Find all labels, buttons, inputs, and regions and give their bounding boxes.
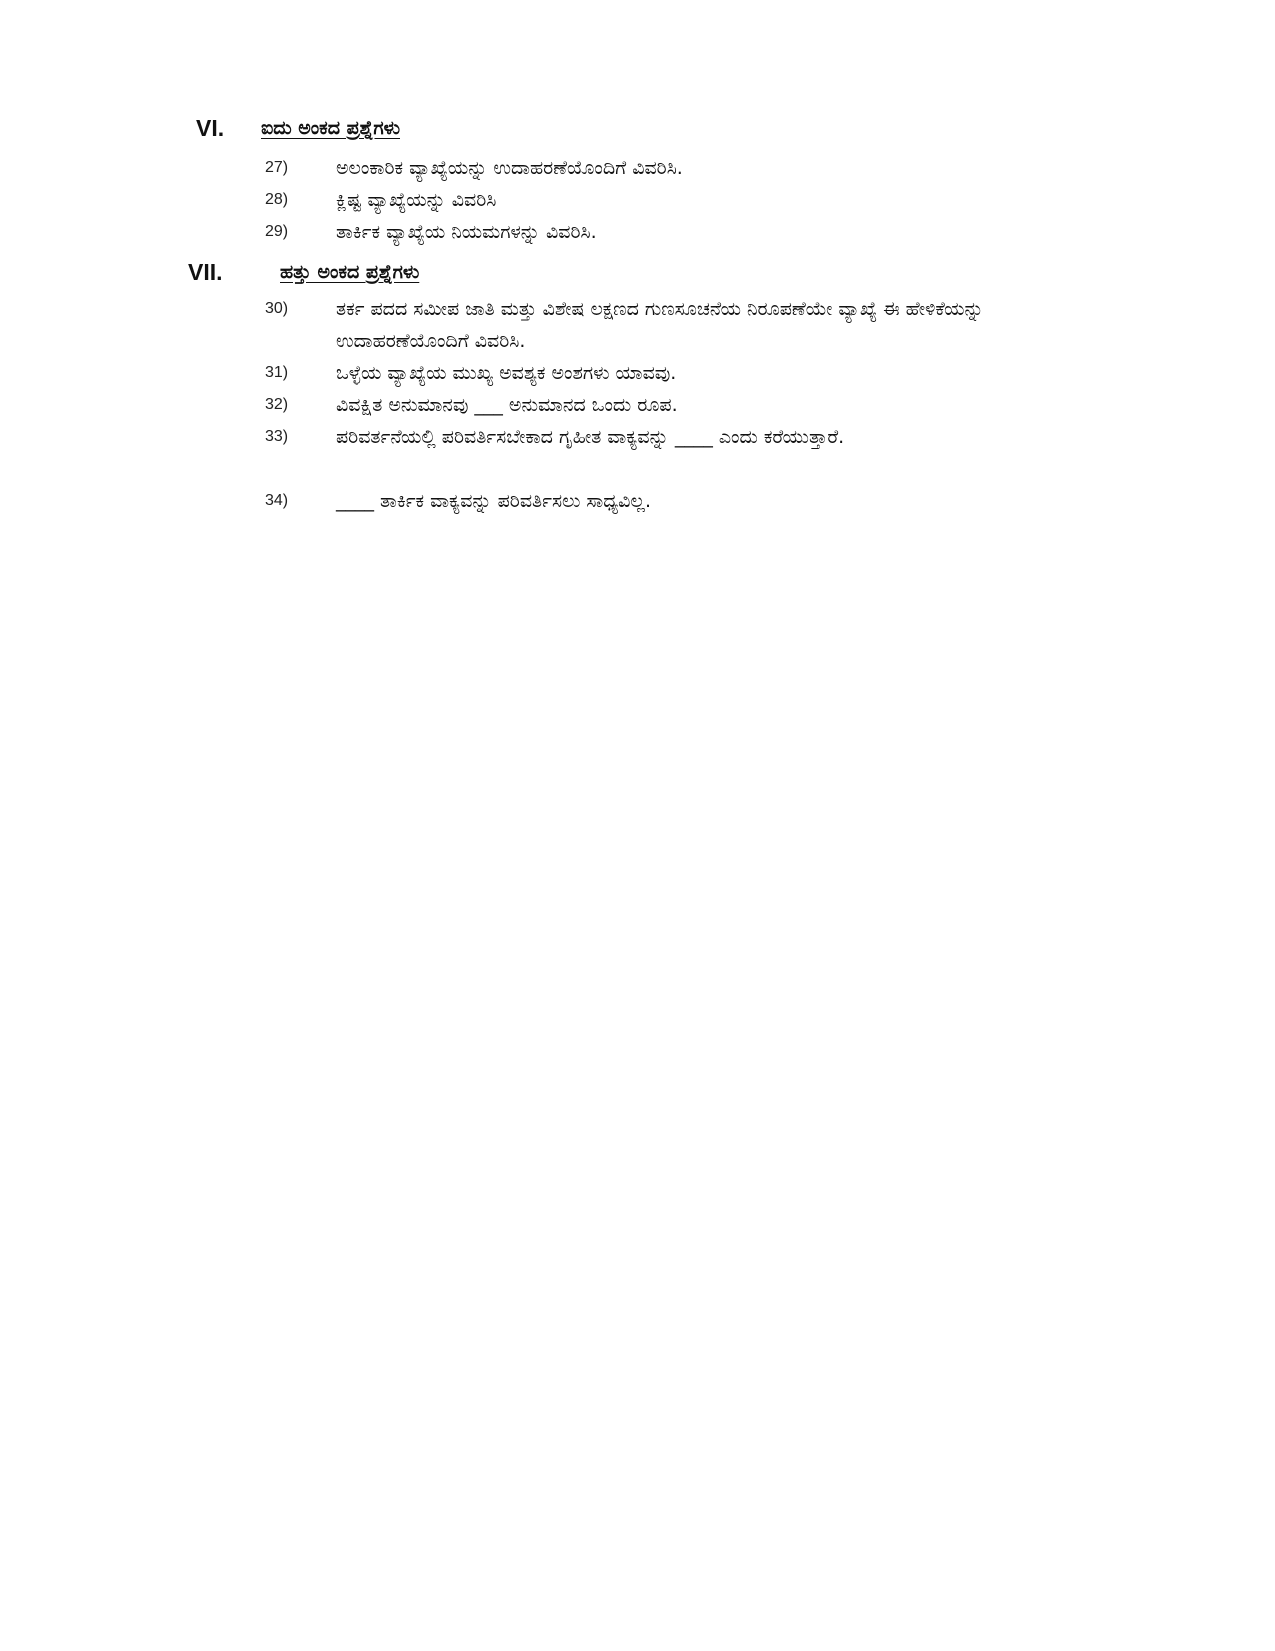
question-text: ಅಲಂಕಾರಿಕ ವ್ಯಾಖ್ಯೆಯನ್ನು ಉದಾಹರಣೆಯೊಂದಿಗೆ ವಿವರಿಸಿ. [336, 157, 683, 179]
question-number: 31) [265, 364, 289, 381]
question-text: ತರ್ಕ ಪದದ ಸಮೀಪ ಜಾತಿ ಮತ್ತು ವಿಶೇಷ ಲಕ್ಷಣದ ಗುಣಸೂಚನೆಯ ನಿರೂಪಣೆಯೇ ವ್ಯಾಖ್ಯೆ ಈ ಹೇಳಿಕೆಯನ್ನು ಉದಾಹರಣೆಯೊಂದಿಗೆ ವಿವರಿಸಿ. [336, 298, 984, 352]
question-text: ಕ್ಲಿಷ್ಟ ವ್ಯಾಖ್ಯೆಯನ್ನು ವಿವರಿಸಿ [336, 189, 497, 211]
question-number: 29) [265, 223, 289, 240]
question-text: ವಿವಕ್ಷಿತ ಅನುಮಾನವು ___ ಅನುಮಾನದ ಒಂದು ರೂಪ. [336, 394, 678, 416]
question-text: ____ ತಾರ್ಕಿಕ ವಾಕ್ಯವನ್ನು ಪರಿವರ್ತಿಸಲು ಸಾಧ್ಯವಿಲ್ಲ. [336, 490, 651, 512]
question-number: 30) [265, 300, 289, 317]
question-number: 34) [265, 492, 289, 509]
question-number: 32) [265, 396, 289, 413]
question-text: ಒಳ್ಳೆಯ ವ್ಯಾಖ್ಯೆಯ ಮುಖ್ಯ ಅವಶ್ಯಕ ಅಂಶಗಳು ಯಾವವು. [336, 362, 677, 384]
question-number: 28) [265, 191, 289, 208]
question-item [0, 216, 1275, 248]
question-item [0, 389, 1275, 421]
question-item [0, 152, 1275, 184]
question-item [0, 293, 1275, 357]
question-item [0, 421, 1275, 485]
section-numeral: VII. [188, 259, 223, 285]
section-title: ಐದು ಅಂಕದ ಪ್ರಶ್ನೆಗಳು [261, 117, 400, 139]
question-list-vi [0, 152, 1275, 248]
question-text: ತಾರ್ಕಿಕ ವ್ಯಾಖ್ಯೆಯ ನಿಯಮಗಳನ್ನು ವಿವರಿಸಿ. [336, 221, 597, 243]
question-text: ಪರಿವರ್ತನೆಯಲ್ಲಿ ಪರಿವರ್ತಿಸಬೇಕಾದ ಗೃಹೀತ ವಾಕ್ಯವನ್ನು ____ ಎಂದು ಕರೆಯುತ್ತಾರೆ. [336, 426, 845, 448]
question-item [0, 485, 1275, 517]
question-number: 33) [265, 428, 289, 445]
question-number: 27) [265, 159, 289, 176]
question-item [0, 357, 1275, 389]
section-title: ಹತ್ತು ಅಂಕದ ಪ್ರಶ್ನೆಗಳು [280, 261, 420, 283]
question-item [0, 184, 1275, 216]
section-numeral: VI. [196, 115, 225, 141]
question-list-vii [0, 293, 1275, 517]
